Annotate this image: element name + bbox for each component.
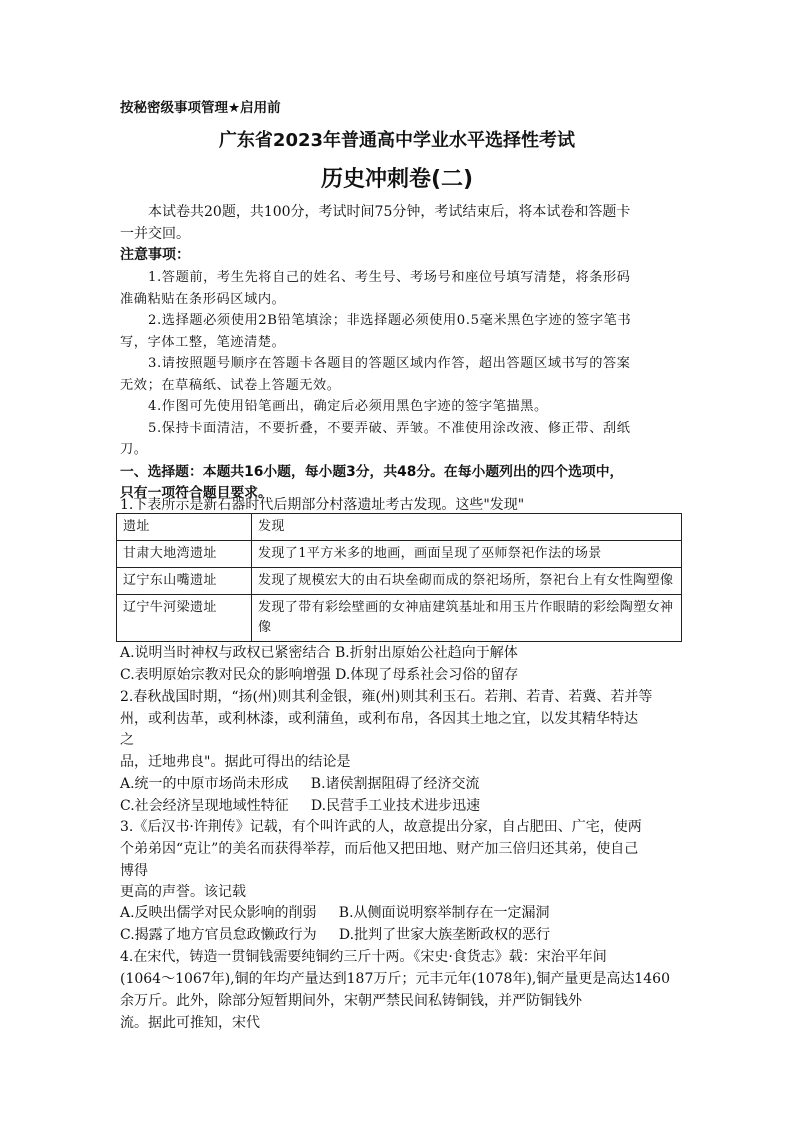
paper-title: 历史冲刺卷(二) xyxy=(320,167,474,192)
question-4-stem: (1064～1067年),铜的年均产量达到187万斤；元丰元年(1078年),铜产量更是高达1460 xyxy=(120,971,670,987)
table-row xyxy=(117,595,682,642)
archaeology-table xyxy=(116,513,682,642)
question-3-stem: 博得 xyxy=(120,863,148,879)
secrecy-note: 按秘密级事项管理★启用前 xyxy=(120,100,281,116)
question-4-stem: 余万斤。此外，除部分短暂期间外，宋朝严禁民间私铸铜钱，并严防铜钱外 xyxy=(120,993,582,1009)
question-2-options: A.统一的中原市场尚未形成 B.诸侯割据阻碍了经济交流 xyxy=(120,776,480,792)
intro-line: 一并交回。 xyxy=(120,226,190,242)
section-heading: 一、选择题：本题共16小题，每小题3分，共48分。在每小题列出的四个选项中， xyxy=(120,464,624,480)
question-1-options: A.说明当时神权与政权已紧密结合 B.折射出原始公社趋向于解体 xyxy=(120,645,518,661)
question-2-stem: 品，迁地弗良"。据此可得出的结论是 xyxy=(120,754,351,770)
table-header-cell: 遗址 xyxy=(117,514,252,541)
question-3-stem: 3.《后汉书·许荆传》记载，有个叫许武的人，故意提出分家，自占肥田、广宅，使两 xyxy=(120,819,642,835)
note-line: 准确粘贴在条形码区域内。 xyxy=(120,292,286,307)
section-heading: 只有一项符合题目要求。 xyxy=(120,485,272,501)
note-line: 4.作图可先使用铅笔画出，确定后必须用黑色字迹的签字笔描黑。 xyxy=(148,399,548,414)
table-header-row xyxy=(117,514,682,541)
note-line: 写，字体工整，笔迹清楚。 xyxy=(120,335,286,350)
table-row xyxy=(117,541,682,568)
note-line: 刀。 xyxy=(120,442,148,457)
exam-title: 广东省2023年普通高中学业水平选择性考试 xyxy=(218,130,576,151)
question-1-options: C.表明原始宗教对民众的影响增强 D.体现了母系社会习俗的留存 xyxy=(120,667,519,683)
note-line: 1.答题前，考生先将自己的姓名、考生号、考场号和座位号填写清楚，将条形码 xyxy=(148,270,631,285)
intro-line: 本试卷共20题，共100分，考试时间75分钟，考试结束后，将本试卷和答题卡 xyxy=(148,204,631,220)
table-cell: 发现了1平方米多的地画，画面呈现了巫师祭祀作法的场景 xyxy=(252,541,682,568)
note-line: 5.保持卡面清洁，不要折叠，不要弄破、弄皱。不准使用涂改液、修正带、刮纸 xyxy=(148,421,631,436)
notes-heading: 注意事项： xyxy=(120,247,190,263)
note-line: 无效；在草稿纸、试卷上答题无效。 xyxy=(120,378,341,393)
table-cell: 辽宁牛河梁遗址 xyxy=(117,595,252,642)
question-3-options: A.反映出儒学对民众影响的削弱 B.从侧面说明察举制存在一定漏洞 xyxy=(120,905,550,921)
note-line: 2.选择题必须使用2B铅笔填涂；非选择题必须使用0.5毫米黑色字迹的签字笔书 xyxy=(148,313,632,328)
table-cell: 发现了规模宏大的由石块垒砌而成的祭祀场所，祭祀台上有女性陶塑像 xyxy=(252,568,682,595)
question-3-stem: 更高的声誉。该记载 xyxy=(120,884,246,900)
question-4-stem: 4.在宋代，铸造一贯铜钱需要纯铜约三斤十两。《宋史·食货志》载：宋治平年间 xyxy=(120,949,607,965)
question-3-options: C.揭露了地方官员怠政懒政行为 D.批判了世家大族垄断政权的恶行 xyxy=(120,927,551,943)
table-cell: 辽宁东山嘴遗址 xyxy=(117,568,252,595)
question-3-stem: 个弟弟因“克让”的美名而获得举荐，而后他又把田地、财产加三倍归还其弟，使自己 xyxy=(120,841,639,857)
note-line: 3.请按照题号顺序在答题卡各题目的答题区域内作答，超出答题区域书写的答案 xyxy=(148,356,631,371)
question-2-stem: 2.春秋战国时期，“扬(州)则其利金银，雍(州)则其利玉石。若荆、若青、若冀、若并等 xyxy=(120,689,653,705)
question-2-stem: 州，或利齿革，或利林漆，或利蒲鱼，或利布帛，各因其土地之宜，以发其精华特达 xyxy=(120,711,638,727)
table-header-cell: 发现 xyxy=(252,514,682,541)
table-cell: 甘肃大地湾遗址 xyxy=(117,541,252,568)
question-2-options: C.社会经济呈现地域性特征 D.民营手工业技术进步迅速 xyxy=(120,798,481,814)
table-cell: 发现了带有彩绘壁画的女神庙建筑基址和用玉片作眼睛的彩绘陶塑女神像 xyxy=(252,595,682,642)
question-4-stem: 流。据此可推知，宋代 xyxy=(120,1015,260,1031)
question-1-stem: 1.下表所示是新石器时代后期部分村落遗址考古发现。这些"发现" xyxy=(120,497,525,513)
table-row xyxy=(117,568,682,595)
question-2-stem: 之 xyxy=(120,732,134,748)
